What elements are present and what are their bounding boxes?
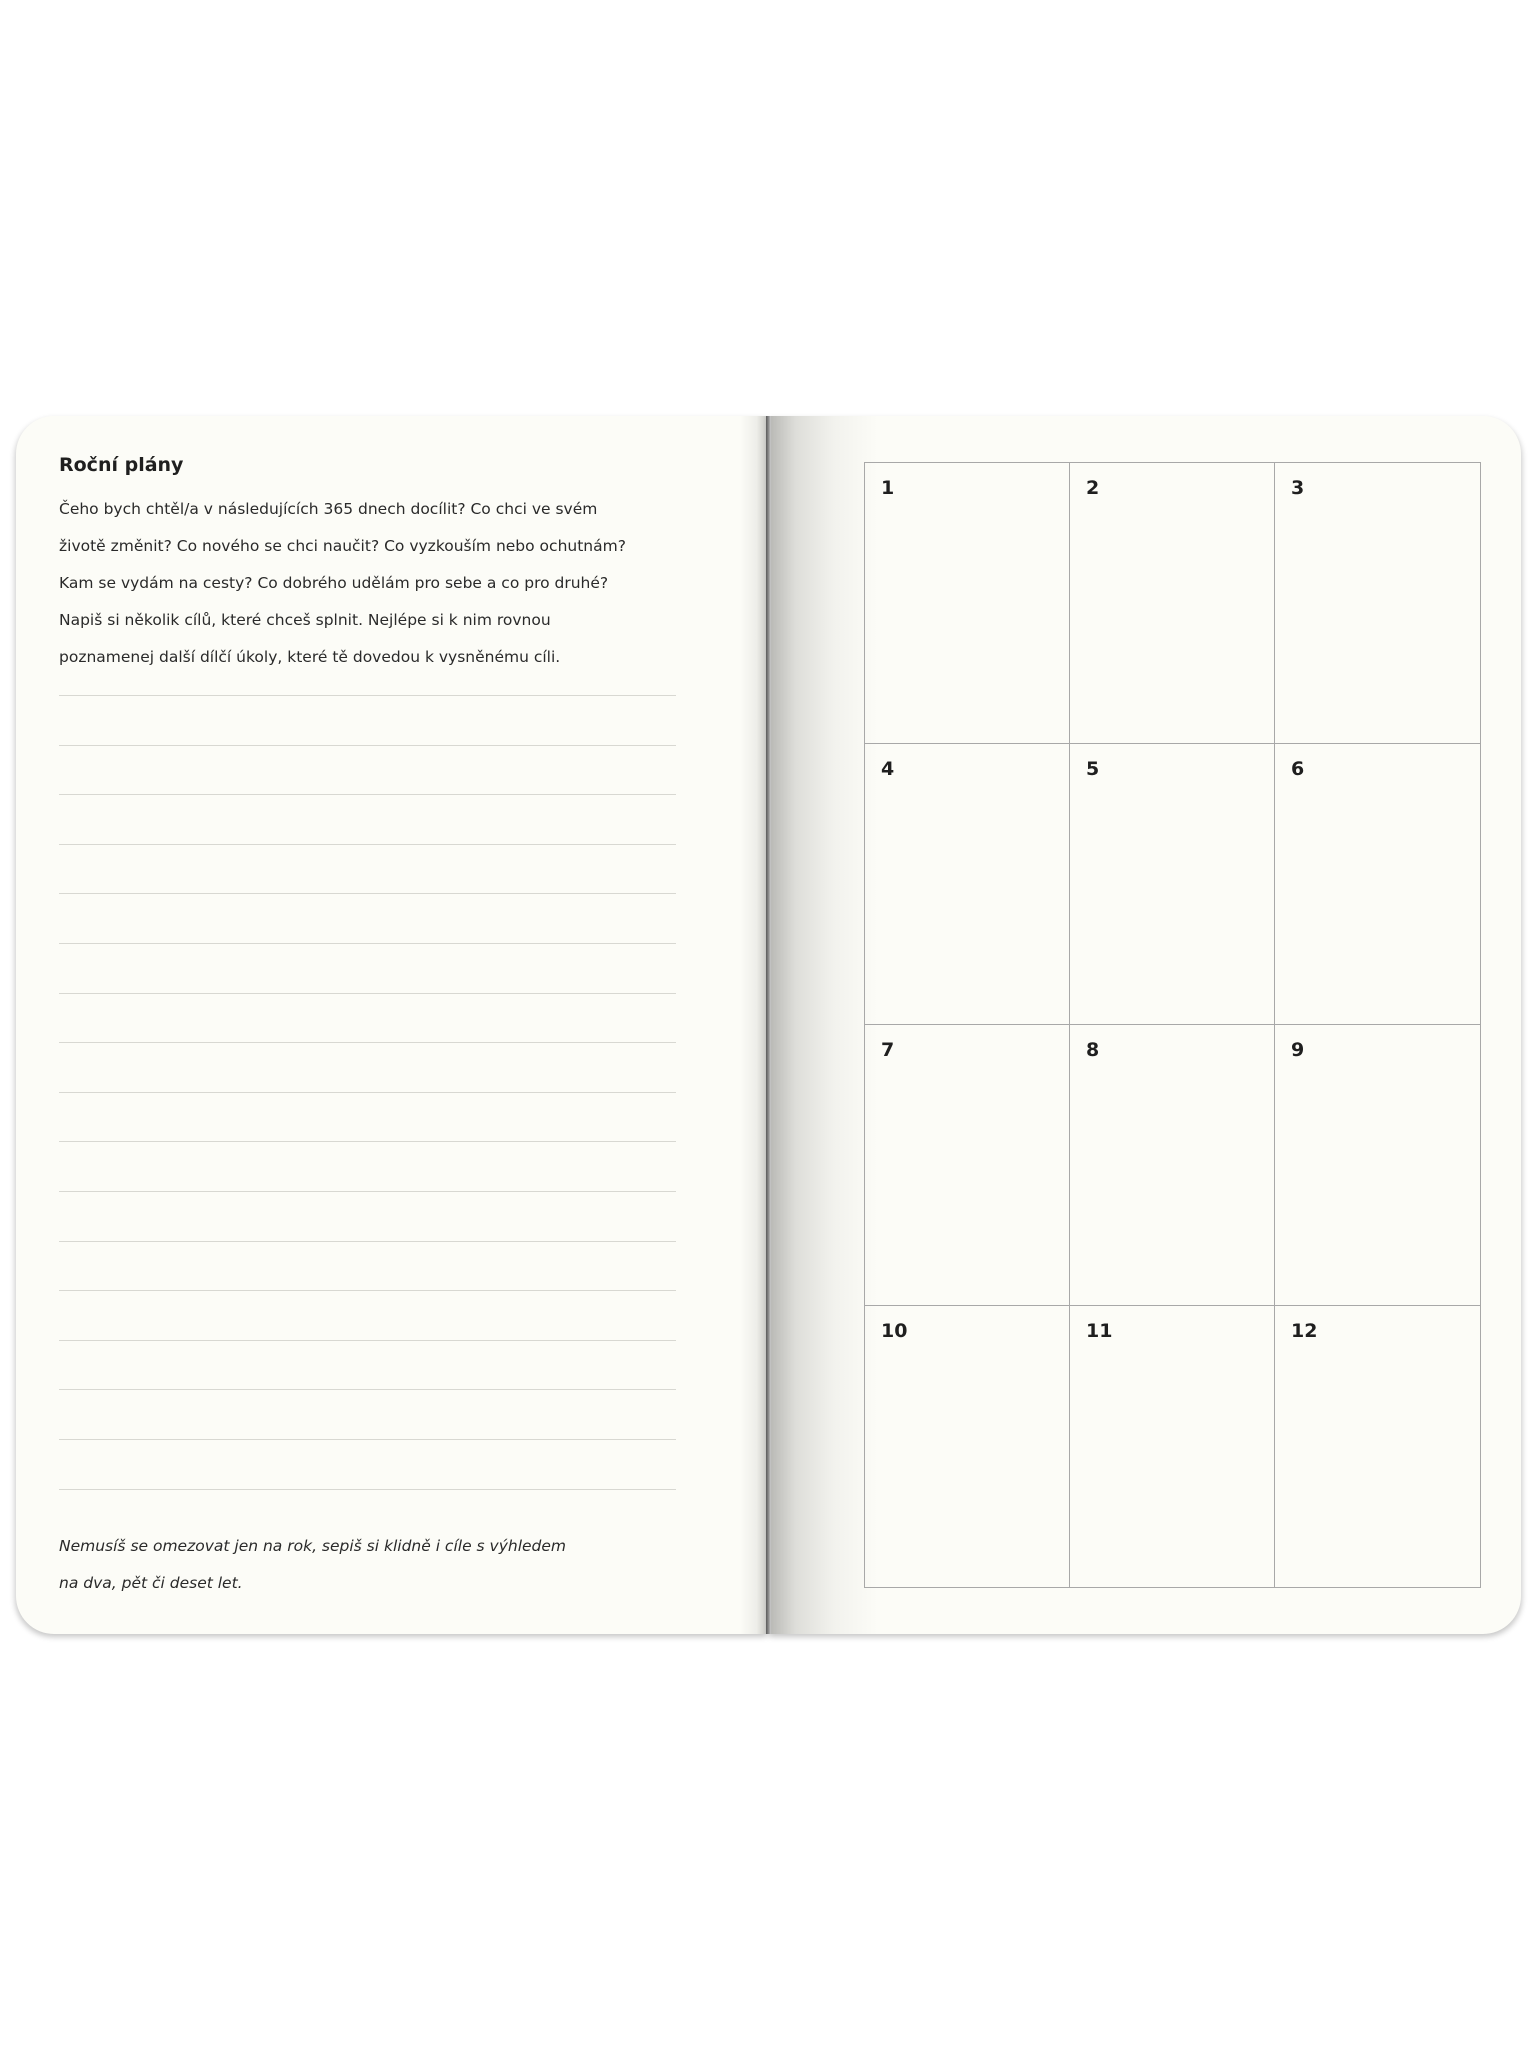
- left-page: [16, 416, 768, 1634]
- intro-line: Napiš si několik cílů, které chceš splnit. Nejlépe si k nim rovnou: [59, 611, 551, 629]
- intro-line: Kam se vydám na cesty? Co dobrého udělám pro sebe a co pro druhé?: [59, 574, 609, 592]
- footnote-line: na dva, pět či deset let.: [59, 1574, 243, 1592]
- planner-spread: [16, 416, 1521, 1634]
- writing-line[interactable]: [59, 944, 676, 994]
- month-cell[interactable]: [1275, 1306, 1480, 1587]
- month-cell[interactable]: [865, 1025, 1070, 1306]
- writing-line[interactable]: [59, 1390, 676, 1440]
- month-number: 10: [881, 1320, 908, 1342]
- footnote-line: Nemusíš se omezovat jen na rok, sepiš si klidně i cíle s výhledem: [59, 1537, 567, 1555]
- intro-line: Čeho bych chtěl/a v následujících 365 dnech docílit? Co chci ve svém: [59, 500, 598, 518]
- writing-line[interactable]: [59, 1242, 676, 1292]
- month-cell[interactable]: [865, 1306, 1070, 1587]
- intro-line: životě změnit? Co nového se chci naučit? Co vyzkouším nebo ochutnám?: [59, 537, 626, 555]
- writing-line[interactable]: [59, 1440, 676, 1490]
- month-cell[interactable]: [1070, 1025, 1275, 1306]
- book-spine: [766, 416, 771, 1634]
- right-page: [768, 416, 1521, 1634]
- month-cell[interactable]: [1275, 463, 1480, 744]
- page-title: Roční plány: [59, 454, 184, 476]
- writing-line[interactable]: [59, 795, 676, 845]
- writing-line[interactable]: [59, 696, 676, 746]
- month-cell[interactable]: [865, 463, 1070, 744]
- month-number: 1: [881, 477, 895, 499]
- month-cell[interactable]: [865, 744, 1070, 1025]
- intro-line: poznamenej další dílčí úkoly, které tě dovedou k vysněnému cíli.: [59, 648, 561, 666]
- month-cell[interactable]: [1070, 1306, 1275, 1587]
- month-number: 6: [1291, 758, 1305, 780]
- writing-line[interactable]: [59, 1192, 676, 1242]
- writing-line[interactable]: [59, 994, 676, 1044]
- intro-text: [59, 491, 719, 676]
- writing-line[interactable]: [59, 845, 676, 895]
- month-number: 4: [881, 758, 895, 780]
- month-number: 5: [1086, 758, 1100, 780]
- month-grid: [864, 462, 1481, 1588]
- writing-line[interactable]: [59, 894, 676, 944]
- gutter-shadow: [740, 416, 768, 1634]
- writing-line[interactable]: [59, 746, 676, 796]
- month-number: 2: [1086, 477, 1100, 499]
- writing-lines[interactable]: [59, 695, 676, 1490]
- writing-line[interactable]: [59, 1341, 676, 1391]
- month-number: 12: [1291, 1320, 1318, 1342]
- month-cell[interactable]: [1275, 744, 1480, 1025]
- month-cell[interactable]: [1070, 744, 1275, 1025]
- writing-line[interactable]: [59, 1093, 676, 1143]
- month-cell[interactable]: [1070, 463, 1275, 744]
- footnote-text: [59, 1528, 566, 1602]
- writing-line[interactable]: [59, 1291, 676, 1341]
- month-cell[interactable]: [1275, 1025, 1480, 1306]
- gutter-shadow: [768, 416, 878, 1634]
- month-number: 8: [1086, 1039, 1100, 1061]
- month-number: 3: [1291, 477, 1305, 499]
- writing-line[interactable]: [59, 1142, 676, 1192]
- month-number: 9: [1291, 1039, 1305, 1061]
- writing-line[interactable]: [59, 1043, 676, 1093]
- month-number: 11: [1086, 1320, 1113, 1342]
- month-number: 7: [881, 1039, 895, 1061]
